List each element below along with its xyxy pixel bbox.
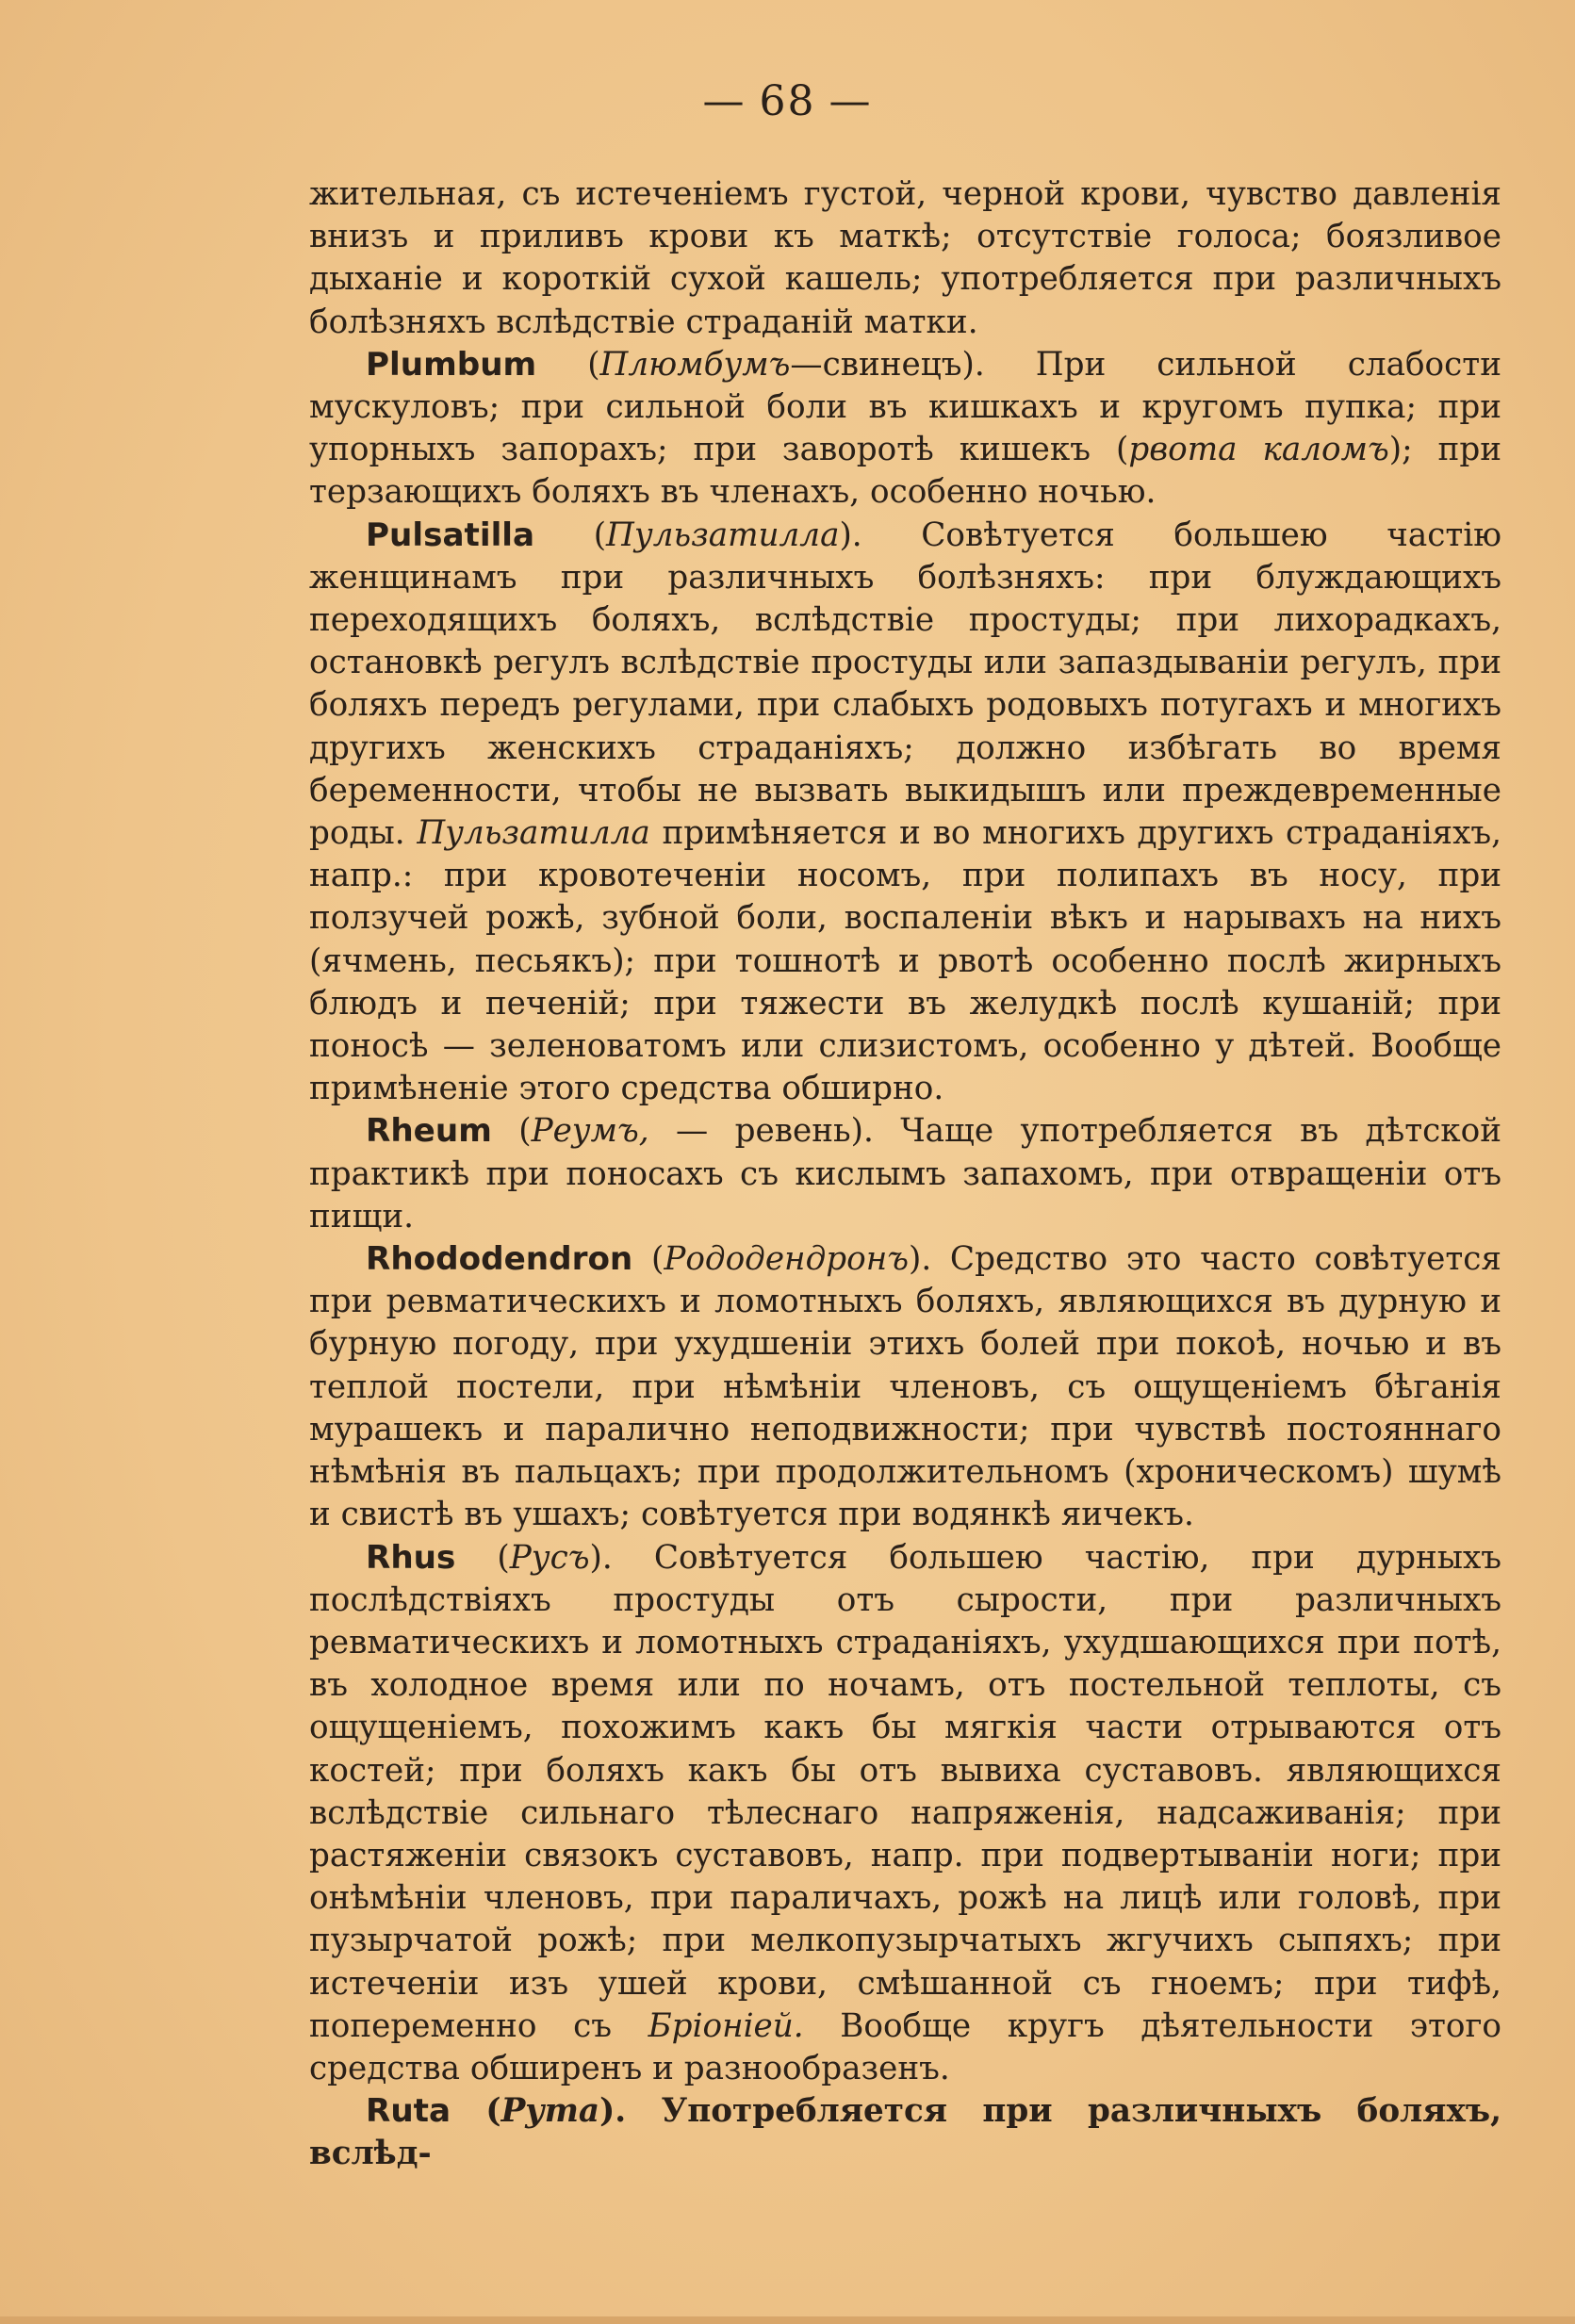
entry-latin-name: Pulsatilla [366, 516, 535, 554]
entry-rhus [309, 1537, 1501, 2091]
entry-latin-name: Plumbum [366, 345, 537, 384]
body-text [309, 173, 1501, 2176]
entry-paren-open: ( [534, 516, 607, 554]
entry-italic-phrase: Пульзатилла [417, 814, 650, 853]
entry-plumbum [309, 344, 1501, 515]
entry-italic-phrase: Бріоніей. [648, 2006, 804, 2045]
entry-rheum [309, 1110, 1501, 1238]
entry-body-tail: ); при терзающихъ боляхъ въ членахъ, особенно ночью. [309, 431, 1502, 512]
page-bottom-edge [0, 2316, 1575, 2324]
entry-russian-name: Пульзатилла [606, 516, 840, 554]
entry-russian-name: Рута [500, 2092, 600, 2131]
entry-body-tail: примѣняется и во многихъ другихъ страданіяхъ, напр.: при кровотеченіи носомъ, при полипахъ въ носу, при ползучей рожѣ, зубной боли, воспаленіи вѣкъ и нарывахъ на нихъ (ячмень, песьякъ); при тошнотѣ и рвотѣ особенно послѣ жирныхъ блюдъ и печеній; при тяжести въ желудкѣ послѣ кушаній; при поносѣ — зеленоватомъ или слизистомъ, особенно у дѣтей. Вообще примѣненіе этого средства обширно. [309, 814, 1501, 1108]
entry-body-tail: Вообще кругъ дѣятельности этого средства обширенъ и разнообразенъ. [309, 2006, 1501, 2087]
entry-rhododendron [309, 1238, 1501, 1536]
entry-body: ). Совѣтуется большею частію, при дурныхъ послѣдствіяхъ простуды отъ сырости, при различныхъ ревматическихъ и ломотныхъ страданіяхъ, ухудшающихся при потѣ, въ холодное время или по ночамъ, отъ постельной теплоты, съ ощущеніемъ, похожимъ какъ бы мягкія части отрываются отъ костей; при боляхъ какъ бы отъ вывиха суставовъ. являющихся вслѣдствіе сильнаго тѣлеснаго напряженія, надсаживанія; при растяженіи связокъ суставовъ, напр. при подвертываніи ноги; при онѣмѣніи членовъ, при параличахъ, рожѣ на лицѣ или головѣ, при пузырчатой рожѣ; при мелкопузырчатыхъ жгучихъ сыпяхъ; при истеченіи изъ ушей крови, смѣшанной съ гноемъ; при тифѣ, попеременно съ [309, 1538, 1501, 2045]
page-number [0, 77, 1575, 125]
entry-body: —свинецъ). При сильной слабости мускуловъ; при сильной боли въ кишкахъ и кругомъ пупка; при упорныхъ запорахъ; при заворотѣ кишекъ ( [309, 345, 1501, 469]
entry-body: — ревень). Чаще употребляется въ дѣтской практикѣ при поносахъ съ кислымъ запахомъ, при отвращеніи отъ пищи. [309, 1112, 1501, 1236]
entry-paren-open: ( [632, 1240, 664, 1279]
paragraph-continuation: жительная, съ истеченіемъ густой, черной крови, чувство давленія внизъ и приливъ крови къ маткѣ; отсутствіе голоса; боязливое дыханіе и короткій сухой кашель; употребляется при различныхъ болѣзняхъ вслѣдствіе страданій матки. [309, 175, 1501, 341]
entry-body: ). Средство это часто совѣтуется при ревматическихъ и ломотныхъ боляхъ, являющихся въ дурную и бурную погоду, при ухудшеніи этихъ болей при покоѣ, ночью и въ теплой постели, при нѣмѣніи членовъ, съ ощущеніемъ бѣганія мурашекъ и паралично неподвижности; при чувствѣ постояннаго нѣмѣнія въ пальцахъ; при продолжительномъ (хроническомъ) шумѣ и свистѣ въ ушахъ; совѣтуется при водянкѣ яичекъ. [309, 1240, 1501, 1534]
page-number-dash-left: — [702, 77, 746, 125]
entry-paren-open: ( [451, 2092, 501, 2131]
entry-body: ). Совѣтуется большею частію женщинамъ при различныхъ болѣзняхъ: при блуждающихъ переходящихъ боляхъ, вслѣдствіе простуды; при лихорадкахъ, остановкѣ регулъ вслѣдствіе простуды или запаздываніи регулъ, при боляхъ передъ регулами, при слабыхъ родовыхъ потугахъ и многихъ другихъ женскихъ страданіяхъ; должно избѣгать во время беременности, чтобы не вызвать выкидышъ или преждевременные роды. [309, 516, 1501, 853]
entry-russian-name: Реумъ, [531, 1112, 649, 1151]
entry-paren-open: ( [491, 1112, 532, 1151]
page-number-dash-right: — [829, 77, 873, 125]
page-number-value: 68 [759, 77, 816, 125]
entry-italic-phrase: рвота каломъ [1128, 431, 1389, 469]
entry-russian-name: Плюмбумъ [599, 345, 791, 384]
entry-pulsatilla [309, 515, 1501, 1111]
entry-paren-open: ( [536, 345, 600, 384]
entry-ruta [309, 2090, 1501, 2175]
entry-paren-open: ( [455, 1538, 510, 1577]
entry-latin-name: Rhododendron [366, 1240, 633, 1279]
entry-russian-name: Русъ [509, 1538, 590, 1577]
entry-latin-name: Ruta [366, 2092, 451, 2131]
entry-latin-name: Rheum [366, 1112, 492, 1151]
entry-latin-name: Rhus [366, 1538, 456, 1577]
entry-body: ). Употребляется при различныхъ боляхъ, вслѣд- [309, 2092, 1502, 2173]
entry-russian-name: Рододендронъ [664, 1240, 910, 1279]
